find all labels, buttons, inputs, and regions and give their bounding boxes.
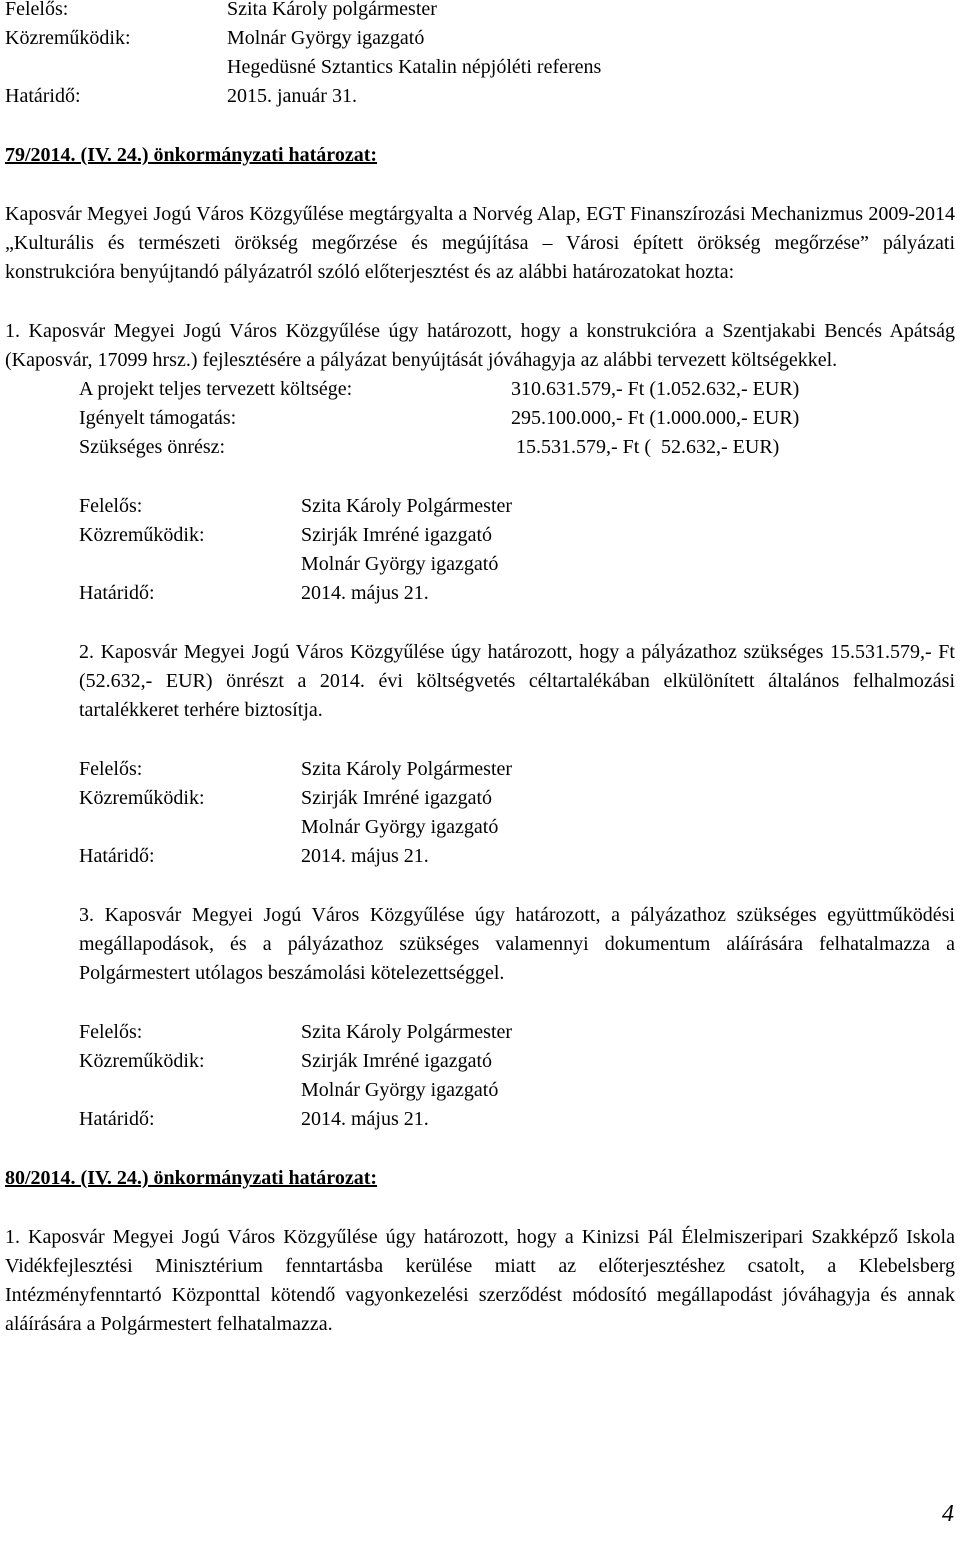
row-value: Szita Károly polgármester (227, 0, 437, 20)
page-number: 4 (942, 1501, 954, 1527)
responsible-row (79, 1018, 955, 1047)
row-label: Felelős: (79, 758, 143, 780)
cost-label: Igényelt támogatás: (79, 407, 237, 429)
row-value: Hegedüsné Sztantics Katalin népjóléti referens (227, 56, 602, 78)
row-label: Felelős: (5, 0, 69, 20)
cost-row (79, 433, 955, 462)
row-value: Szita Károly Polgármester (301, 758, 513, 780)
collaborator-row (79, 784, 955, 813)
row-label: Közreműködik: (79, 787, 205, 809)
collaborator-row (79, 1047, 955, 1076)
responsible-row (79, 492, 955, 521)
row-label (79, 1076, 301, 1105)
cost-table (79, 375, 955, 462)
row-label: Felelős: (79, 495, 143, 517)
responsible-row (5, 0, 955, 24)
cost-label: A projekt teljes tervezett költsége: (79, 378, 353, 400)
row-value: Szirják Imréné igazgató (301, 1050, 493, 1072)
row-label (5, 53, 227, 82)
resolution-intro: Kaposvár Megyei Jogú Város Közgyűlése megtárgyalta a Norvég Alap, EGT Finanszírozási Mechanizmus 2009-2014 „Kulturális és természeti örökség megőrzése és megújítása – Városi épített örökség megőrzése” pályázati konstrukcióra benyújtandó pályázatról szóló előterjesztést és az alábbi határozatokat hozta: (5, 203, 955, 283)
resolution-item-1: 1. Kaposvár Megyei Jogú Város Közgyűlése úgy határozott, hogy a Kinizsi Pál Élelmiszeripari Szakképző Iskola Vidékfejlesztési Minisztérium fenntartásba kerülése miatt az előterjesztéshez csatolt, a Klebelsberg Intézményfenntartó Központtal kötendő vagyonkezelési szerződést módosító megállapodást jóváhagyja és annak aláírására a Polgármestert felhatalmazza. (5, 1226, 955, 1335)
resolution-heading: 80/2014. (IV. 24.) önkormányzati határozat: (5, 1167, 378, 1189)
row-value: Molnár György igazgató (227, 27, 425, 49)
cost-row (79, 375, 955, 404)
row-label: Határidő: (79, 1108, 155, 1130)
collaborator-row (5, 53, 955, 82)
row-value: Szirják Imréné igazgató (301, 787, 493, 809)
resolution-item-2: 2. Kaposvár Megyei Jogú Város Közgyűlése úgy határozott, hogy a pályázathoz szükséges 15.531.579,- Ft (52.632,- EUR) önrészt a 2014. évi költségvetés céltartalékában elkülönített általános felhalmozási tartalékkeret terhére biztosítja. (79, 641, 955, 721)
responsible-block (79, 755, 955, 871)
row-label: Közreműködik: (79, 1050, 205, 1072)
row-label: Felelős: (79, 1021, 143, 1043)
resolution-item-1: 1. Kaposvár Megyei Jogú Város Közgyűlése úgy határozott, hogy a konstrukcióra a Szentjakabi Bencés Apátság (Kaposvár, 17099 hrsz.) fejlesztésére a pályázat benyújtását jóváhagyja az alábbi tervezett költségekkel. (5, 320, 955, 371)
cost-value: 310.631.579,- Ft (1.052.632,- EUR) (511, 378, 800, 400)
row-value: 2014. május 21. (301, 582, 429, 604)
row-value: Molnár György igazgató (301, 816, 499, 838)
cost-label: Szükséges önrész: (79, 436, 226, 458)
row-value: Szita Károly Polgármester (301, 495, 513, 517)
row-value: Szirják Imréné igazgató (301, 524, 493, 546)
resolution-heading: 79/2014. (IV. 24.) önkormányzati határozat: (5, 144, 378, 166)
top-responsible-block (5, 0, 955, 111)
cost-value: 15.531.579,- Ft ( 52.632,- EUR) (511, 436, 780, 458)
row-value: Molnár György igazgató (301, 553, 499, 575)
document-page (5, 0, 955, 1339)
row-value: 2014. május 21. (301, 1108, 429, 1130)
collaborator-row (79, 521, 955, 550)
deadline-row (79, 842, 955, 871)
row-label (79, 550, 301, 579)
collaborator-row (79, 550, 955, 579)
cost-row (79, 404, 955, 433)
deadline-row (79, 579, 955, 608)
row-value: Szita Károly Polgármester (301, 1021, 513, 1043)
row-label: Határidő: (79, 845, 155, 867)
row-label: Közreműködik: (79, 524, 205, 546)
deadline-row (5, 82, 955, 111)
resolution-item-3: 3. Kaposvár Megyei Jogú Város Közgyűlése úgy határozott, a pályázathoz szükséges együttműködési megállapodások, és a pályázathoz szükséges valamennyi dokumentum aláírására felhatalmazza a Polgármestert utólagos beszámolási kötelezettséggel. (79, 904, 955, 984)
row-value: Molnár György igazgató (301, 1079, 499, 1101)
row-label (79, 813, 301, 842)
collaborator-row (5, 24, 955, 53)
row-label: Határidő: (79, 582, 155, 604)
row-value: 2015. január 31. (227, 85, 357, 107)
row-label: Határidő: (5, 85, 81, 107)
deadline-row (79, 1105, 955, 1134)
cost-value: 295.100.000,- Ft (1.000.000,- EUR) (511, 407, 800, 429)
collaborator-row (79, 813, 955, 842)
responsible-block (79, 1018, 955, 1134)
responsible-row (79, 755, 955, 784)
collaborator-row (79, 1076, 955, 1105)
responsible-block (79, 492, 955, 608)
row-value: 2014. május 21. (301, 845, 429, 867)
row-label: Közreműködik: (5, 27, 131, 49)
